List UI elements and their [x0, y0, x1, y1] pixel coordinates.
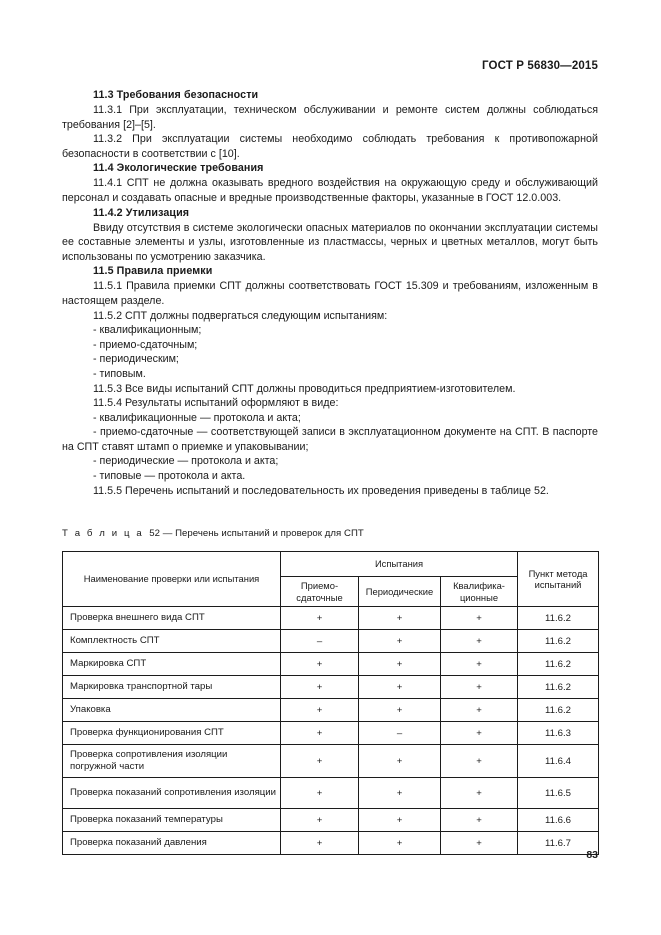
cell-check-name: Проверка показаний давления: [63, 832, 281, 855]
cell-method-point: 11.6.2: [518, 676, 599, 699]
paragraph-11-5-3: 11.5.3 Все виды испытаний СПТ должны проводиться предприятием-изготовителем.: [93, 382, 516, 395]
cell-check-name: Проверка сопротивления изоляции погружной части: [63, 745, 281, 778]
paragraph-11-4-2-body: Ввиду отсутствия в системе экологически опасных материалов по окончании эксплуатации системы ее составные элементы и узлы, изготовленные из пластмассы, черных и цветных металлов, могут быть использованы по усмотрению заказчика.: [62, 221, 598, 263]
list-item-periodic-2: - периодические — протокола и акта;: [93, 455, 279, 468]
section-heading-11-5: 11.5 Правила приемки: [93, 265, 213, 278]
cell-method-point: 11.6.3: [518, 722, 599, 745]
cell-method-point: 11.6.6: [518, 809, 599, 832]
cell-periodic: +: [359, 630, 441, 653]
cell-method-point: 11.6.2: [518, 607, 599, 630]
th-method-point: Пункт метода испытаний: [518, 552, 599, 607]
list-item-qualification-1: - квалификационным;: [93, 324, 202, 337]
cell-qualification: +: [441, 745, 518, 778]
cell-acceptance-delivery: +: [281, 745, 359, 778]
paragraph-11-3-2: 11.3.2 При эксплуатации системы необходимо соблюдать требования к противопожарной безопасности в соответствии с [10].: [62, 133, 598, 160]
list-item-qualification-2: - квалификационные — протокола и акта;: [93, 411, 301, 424]
list-item-type-2: - типовые — протокола и акта.: [93, 470, 246, 483]
th-qualification: Квалифика- ционные: [441, 577, 518, 607]
table-row: [63, 630, 599, 653]
cell-periodic: +: [359, 809, 441, 832]
cell-qualification: +: [441, 809, 518, 832]
section-heading-11-3: 11.3 Требования безопасности: [93, 89, 259, 101]
table-caption: [62, 528, 364, 539]
cell-acceptance-delivery: +: [281, 722, 359, 745]
cell-periodic: +: [359, 607, 441, 630]
cell-acceptance-delivery: +: [281, 607, 359, 630]
cell-acceptance-delivery: +: [281, 676, 359, 699]
cell-check-name: Маркировка транспортной тары: [63, 676, 281, 699]
cell-qualification: +: [441, 630, 518, 653]
cell-method-point: 11.6.2: [518, 630, 599, 653]
cell-acceptance-delivery: +: [281, 832, 359, 855]
paragraph-11-5-2: 11.5.2 СПТ должны подвергаться следующим испытаниям:: [93, 309, 388, 322]
cell-qualification: +: [441, 676, 518, 699]
list-item-acceptance-1: - приемо-сдаточным;: [93, 338, 198, 351]
cell-check-name: Проверка показаний температуры: [63, 809, 281, 832]
cell-check-name: Проверка функционирования СПТ: [63, 722, 281, 745]
table-52-wrapper: [62, 551, 598, 855]
cell-check-name: Маркировка СПТ: [63, 653, 281, 676]
cell-qualification: +: [441, 722, 518, 745]
cell-acceptance-delivery: +: [281, 809, 359, 832]
cell-check-name: Проверка внешнего вида СПТ: [63, 607, 281, 630]
list-item-acceptance-2: [62, 425, 598, 454]
table-caption-label: Т а б л и ц а: [62, 528, 144, 539]
table-caption-text: — Перечень испытаний и проверок для СПТ: [162, 528, 364, 539]
cell-acceptance-delivery: +: [281, 778, 359, 809]
table-row: [63, 699, 599, 722]
cell-qualification: +: [441, 653, 518, 676]
cell-periodic: +: [359, 778, 441, 809]
table-row: [63, 607, 599, 630]
table-row: [63, 653, 599, 676]
paragraph-11-5-5: 11.5.5 Перечень испытаний и последовательность их проведения приведены в таблице 52.: [93, 484, 549, 497]
paragraph-11-4-1: 11.4.1 СПТ не должна оказывать вредного воздействия на окружающую среду и обслуживающий персонал и создавать опасные и вредные производственные факторы, указанные в ГОСТ 12.0.003.: [62, 177, 598, 204]
subsection-heading-11-4-2: 11.4.2 Утилизация: [93, 206, 190, 219]
cell-periodic: +: [359, 653, 441, 676]
paragraph-11-5-1: 11.5.1 Правила приемки СПТ должны соответствовать ГОСТ 15.309 и требованиям, изложенным в настоящем разделе.: [62, 280, 598, 307]
table-row: [63, 676, 599, 699]
table-52: [62, 551, 599, 855]
section-heading-11-4: 11.4 Экологические требования: [93, 162, 264, 175]
cell-acceptance-delivery: +: [281, 699, 359, 722]
table-row: [63, 778, 599, 809]
cell-qualification: +: [441, 832, 518, 855]
cell-check-name: Упаковка: [63, 699, 281, 722]
document-body: [62, 88, 598, 498]
cell-method-point: 11.6.7: [518, 832, 599, 855]
cell-method-point: 11.6.5: [518, 778, 599, 809]
table-row: [63, 722, 599, 745]
cell-periodic: +: [359, 699, 441, 722]
cell-periodic: +: [359, 676, 441, 699]
table-row: [63, 832, 599, 855]
cell-check-name: Проверка показаний сопротивления изоляции: [63, 778, 281, 809]
table-head: [63, 552, 599, 607]
cell-periodic: +: [359, 745, 441, 778]
running-header: ГОСТ Р 56830—2015: [481, 60, 598, 72]
table-header-row-top: [63, 552, 599, 577]
th-acceptance-delivery: Приемо- сдаточные: [281, 577, 359, 607]
table-row: [63, 809, 599, 832]
cell-qualification: +: [441, 699, 518, 722]
table-body: [63, 607, 599, 855]
th-tests-group: Испытания: [281, 552, 518, 577]
list-item-acceptance-2-text: - приемо-сдаточные — соответствующей записи в эксплуатационном документе на СПТ. В паспорте на СПТ ставят штамп о приемке и упаковывании;: [62, 426, 598, 453]
list-item-type-1: - типовым.: [93, 367, 146, 380]
cell-check-name: Комплектность СПТ: [63, 630, 281, 653]
cell-periodic: +: [359, 832, 441, 855]
page-number: 83: [586, 849, 598, 861]
paragraph-11-5-4: 11.5.4 Результаты испытаний оформляют в виде:: [93, 397, 339, 410]
paragraph-11-3-1: 11.3.1 При эксплуатации, техническом обслуживании и ремонте систем должны соблюдаться требования [2]–[5].: [62, 104, 598, 131]
cell-acceptance-delivery: +: [281, 653, 359, 676]
cell-method-point: 11.6.4: [518, 745, 599, 778]
cell-acceptance-delivery: –: [281, 630, 359, 653]
cell-method-point: 11.6.2: [518, 699, 599, 722]
table-row: [63, 745, 599, 778]
table-caption-number: 52: [149, 528, 160, 539]
cell-method-point: 11.6.2: [518, 653, 599, 676]
th-check-name: Наименование проверки или испытания: [63, 552, 281, 607]
cell-qualification: +: [441, 607, 518, 630]
list-item-periodic-1: - периодическим;: [93, 353, 179, 366]
cell-periodic: –: [359, 722, 441, 745]
th-periodic: Периодические: [359, 577, 441, 607]
cell-qualification: +: [441, 778, 518, 809]
